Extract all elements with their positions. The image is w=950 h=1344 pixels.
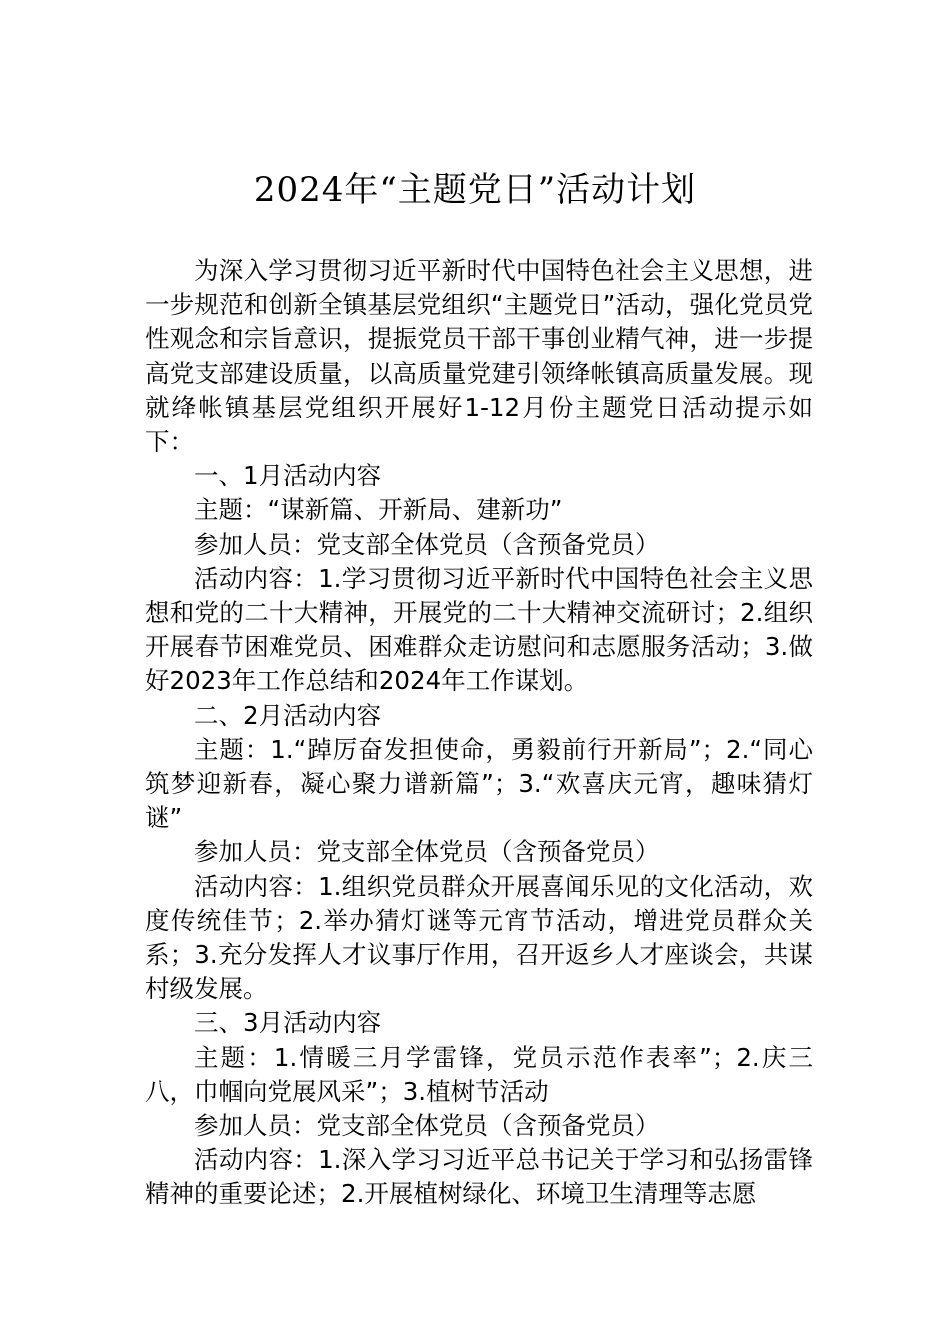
january-participants: 参加人员：党支部全体党员（含预备党员）: [194, 529, 660, 559]
section-heading-march: 三、3月活动内容: [194, 1008, 382, 1038]
march-participants: 参加人员：党支部全体党员（含预备党员）: [194, 1111, 660, 1141]
section-heading-january: 一、1月活动内容: [194, 461, 382, 491]
document-body: [145, 254, 813, 1212]
january-content: 活动内容：1.学习贯彻习近平新时代中国特色社会主义思想和党的二十大精神，开展党的二十大精神交流研讨；2.组织开展春节困难党员、困难群众走访慰问和志愿服务活动；3.做好2023年工作总结和2024年工作谋划。: [145, 563, 813, 696]
document-title: 2024年“主题党日”活动计划: [253, 170, 697, 210]
intro-paragraph: 为深入学习贯彻习近平新时代中国特色社会主义思想，进一步规范和创新全镇基层党组织“主题党日”活动，强化党员党性观念和宗旨意识，提振党员干部干事创业精气神，进一步提高党支部建设质量，以高质量党建引领绛帐镇高质量发展。现就绛帐镇基层党组织开展好1-12月份主题党日活动提示如下：: [145, 256, 813, 457]
january-theme: 主题：“谋新篇、开新局、建新功”: [194, 495, 563, 525]
february-participants: 参加人员：党支部全体党员（含预备党员）: [194, 837, 660, 867]
march-theme: 主题：1.情暖三月学雷锋，党员示范作表率”；2.庆三八，巾帼向党展风采”；3.植树节活动: [145, 1042, 813, 1106]
march-content: 活动内容：1.深入学习习近平总书记关于学习和弘扬雷锋精神的重要论述；2.开展植树绿化、环境卫生清理等志愿: [145, 1145, 813, 1209]
section-heading-february: 二、2月活动内容: [194, 700, 382, 730]
february-content: 活动内容：1.组织党员群众开展喜闻乐见的文化活动，欢度传统佳节；2.举办猜灯谜等元宵节活动，增进党员群众关系；3.充分发挥人才议事厅作用，召开返乡人才座谈会，共谋村级发展。: [145, 871, 813, 1004]
february-theme: 主题：1.“踔厉奋发担使命，勇毅前行开新局”；2.“同心筑梦迎新春，凝心聚力谱新篇”；3.“欢喜庆元宵，趣味猜灯谜”: [145, 734, 813, 833]
